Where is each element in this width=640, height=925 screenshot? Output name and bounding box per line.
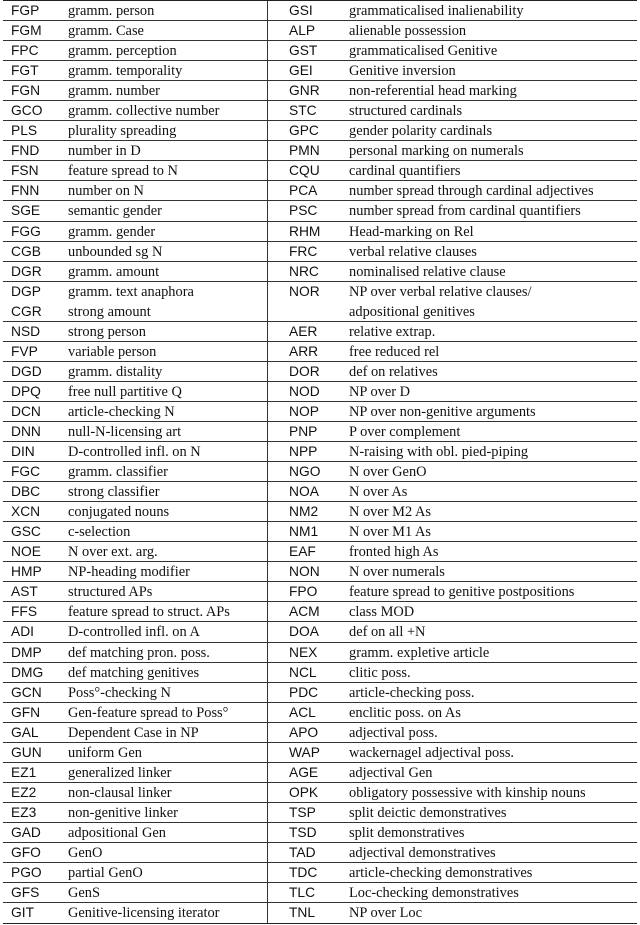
right-description: adpositional genitives	[349, 303, 475, 320]
left-description: null-N-licensing art	[68, 423, 182, 440]
left-abbrev: DBC	[11, 484, 41, 500]
left-description: article-checking N	[68, 403, 175, 420]
left-description: non-genitive linker	[68, 804, 178, 821]
right-abbrev: PSC	[267, 201, 327, 220]
left-description: strong person	[68, 323, 146, 340]
right-abbrev: ACM	[267, 602, 327, 621]
right-description: number spread from cardinal quantifiers	[349, 203, 581, 220]
right-abbrev: NM2	[267, 502, 327, 521]
right-abbrev: AGE	[267, 763, 327, 782]
table-row	[3, 703, 637, 723]
right-description: verbal relative clauses	[349, 243, 477, 260]
left-abbrev: GFN	[11, 704, 41, 720]
right-description: cardinal quantifiers	[349, 163, 461, 180]
right-abbrev: EAF	[267, 542, 327, 561]
right-abbrev: TSP	[267, 803, 327, 822]
table-row	[3, 723, 637, 743]
right-description: Loc-checking demonstratives	[349, 885, 519, 902]
table-row	[3, 903, 637, 923]
right-abbrev: NPP	[267, 442, 327, 461]
right-abbrev: TLC	[267, 883, 327, 902]
left-description: gramm. amount	[68, 263, 160, 280]
right-abbrev: OPK	[267, 783, 327, 802]
left-abbrev: GIT	[11, 905, 34, 921]
left-abbrev: NSD	[11, 323, 41, 339]
right-abbrev: DOA	[267, 622, 327, 641]
right-description: Genitive inversion	[349, 63, 456, 80]
right-abbrev: NON	[267, 562, 327, 581]
left-description: gramm. perception	[68, 43, 177, 60]
right-description: N over M2 As	[349, 504, 431, 521]
table-row	[3, 562, 637, 582]
table-row	[3, 21, 637, 41]
right-description: N-raising with obl. pied-piping	[349, 444, 529, 461]
right-description: fronted high As	[349, 544, 439, 561]
right-abbrev: GST	[267, 41, 327, 60]
right-description: nominalised relative clause	[349, 263, 506, 280]
right-description: split deictic demonstratives	[349, 804, 507, 821]
table-row	[3, 382, 637, 402]
table-row	[3, 1, 637, 21]
right-description: free reduced rel	[349, 343, 440, 360]
left-description: def matching genitives	[68, 664, 200, 681]
left-abbrev: FGP	[11, 3, 40, 18]
right-description: adjectival demonstratives	[349, 844, 496, 861]
left-abbrev: GFO	[11, 844, 41, 860]
right-description: N over GenO	[349, 464, 427, 481]
left-abbrev: PLS	[11, 123, 38, 139]
left-description: number in D	[68, 143, 141, 160]
right-description: N over As	[349, 484, 408, 501]
left-abbrev: DGP	[11, 283, 41, 299]
table-row	[3, 41, 637, 61]
left-description: generalized linker	[68, 764, 172, 781]
left-abbrev: HMP	[11, 564, 42, 580]
right-abbrev: AER	[267, 322, 327, 341]
table-row	[3, 121, 637, 141]
left-description: gramm. collective number	[68, 103, 220, 120]
left-abbrev: CGB	[11, 243, 41, 259]
left-description: D-controlled infl. on N	[68, 444, 201, 461]
left-description: Genitive-licensing iterator	[68, 905, 220, 922]
right-abbrev: NCL	[267, 663, 327, 682]
table-row	[3, 522, 637, 542]
left-description: gramm. person	[68, 3, 155, 19]
left-abbrev: AST	[11, 584, 38, 600]
left-description: gramm. gender	[68, 223, 156, 240]
table-row	[3, 803, 637, 823]
right-abbrev: TSD	[267, 823, 327, 842]
table-row	[3, 242, 637, 262]
right-description: relative extrap.	[349, 323, 436, 340]
left-description: adpositional Gen	[68, 824, 166, 841]
right-description: NP over verbal relative clauses/	[349, 283, 532, 300]
right-description: obligatory possessive with kinship nouns	[349, 784, 586, 801]
left-abbrev: GSC	[11, 524, 41, 540]
right-description: personal marking on numerals	[349, 143, 524, 160]
left-abbrev: FPC	[11, 43, 39, 59]
left-abbrev: GFS	[11, 885, 40, 901]
right-description: def on all +N	[349, 624, 426, 641]
table-row	[3, 502, 637, 522]
table-row	[3, 763, 637, 783]
right-abbrev: RHM	[267, 222, 327, 241]
left-abbrev: FNN	[11, 183, 40, 199]
right-description: grammaticalised inalienability	[349, 3, 524, 19]
right-abbrev: ACL	[267, 703, 327, 722]
table-row	[3, 482, 637, 502]
right-abbrev: DOR	[267, 362, 327, 381]
left-abbrev: GCO	[11, 103, 43, 119]
left-abbrev: DNN	[11, 423, 41, 439]
table-row	[3, 282, 637, 302]
left-abbrev: DCN	[11, 403, 41, 419]
table-row	[3, 462, 637, 482]
right-description: alienable possession	[349, 23, 467, 40]
right-description: NP over Loc	[349, 905, 422, 922]
left-abbrev: FGG	[11, 223, 41, 239]
table-row	[3, 883, 637, 903]
left-abbrev: EZ3	[11, 804, 37, 820]
right-abbrev: WAP	[267, 743, 327, 762]
left-description: gramm. temporality	[68, 63, 183, 80]
left-abbrev: FFS	[11, 604, 38, 620]
right-description: number spread through cardinal adjectives	[349, 183, 594, 200]
table-row	[3, 743, 637, 763]
right-abbrev: GSI	[267, 1, 327, 20]
right-description: class MOD	[349, 604, 415, 621]
right-abbrev: NOA	[267, 482, 327, 501]
left-description: c-selection	[68, 524, 131, 541]
right-description: adjectival poss.	[349, 724, 438, 741]
left-description: GenO	[68, 844, 103, 861]
left-description: Poss°-checking N	[68, 684, 171, 701]
right-description: structured cardinals	[349, 103, 463, 120]
left-description: structured APs	[68, 584, 153, 601]
right-abbrev: NM1	[267, 522, 327, 541]
table-row	[3, 863, 637, 883]
left-abbrev: DGR	[11, 263, 42, 279]
table-row	[3, 402, 637, 422]
table-row	[3, 262, 637, 282]
left-abbrev: DPQ	[11, 383, 41, 399]
left-description: plurality spreading	[68, 123, 177, 140]
left-abbrev: SGE	[11, 203, 41, 219]
left-description: D-controlled infl. on A	[68, 624, 200, 641]
left-description: strong classifier	[68, 484, 160, 501]
left-description: feature spread to N	[68, 163, 178, 180]
left-abbrev: GUN	[11, 744, 42, 760]
right-abbrev	[267, 302, 327, 321]
right-abbrev: PMN	[267, 141, 327, 160]
right-abbrev: TNL	[267, 903, 327, 923]
left-description: free null partitive Q	[68, 383, 182, 400]
left-description: number on N	[68, 183, 144, 200]
left-description: strong amount	[68, 303, 151, 320]
left-abbrev: FSN	[11, 163, 39, 179]
right-description: article-checking poss.	[349, 684, 475, 701]
left-description: gramm. number	[68, 83, 160, 100]
right-description: article-checking demonstratives	[349, 865, 533, 882]
right-description: NP over D	[349, 383, 411, 400]
table-row	[3, 582, 637, 602]
table-row	[3, 342, 637, 362]
left-description: unbounded sg N	[68, 243, 163, 260]
right-description: adjectival Gen	[349, 764, 433, 781]
right-abbrev: ALP	[267, 21, 327, 40]
right-description: enclitic poss. on As	[349, 704, 461, 721]
left-abbrev: XCN	[11, 504, 41, 520]
right-abbrev: ARR	[267, 342, 327, 361]
table-row	[3, 201, 637, 221]
left-abbrev: GAL	[11, 724, 39, 740]
table-row	[3, 542, 637, 562]
left-description: variable person	[68, 343, 157, 360]
left-abbrev: DMG	[11, 664, 44, 680]
table-row	[3, 161, 637, 181]
left-description: semantic gender	[68, 203, 162, 220]
right-abbrev: NRC	[267, 262, 327, 281]
table-row	[3, 362, 637, 382]
table-row	[3, 322, 637, 342]
left-abbrev: FGC	[11, 464, 41, 480]
left-description: gramm. text anaphora	[68, 283, 194, 300]
left-description: Dependent Case in NP	[68, 724, 199, 741]
table-row	[3, 61, 637, 81]
right-description: clitic poss.	[349, 664, 411, 681]
right-abbrev: NOR	[267, 282, 327, 302]
left-abbrev: CGR	[11, 303, 42, 319]
parameter-table	[3, 0, 637, 924]
left-description: Gen-feature spread to Poss°	[68, 704, 229, 721]
table-row	[3, 823, 637, 843]
table-row	[3, 222, 637, 242]
left-description: feature spread to struct. APs	[68, 604, 230, 621]
right-abbrev: STC	[267, 101, 327, 120]
left-description: gramm. distality	[68, 363, 163, 380]
left-abbrev: PGO	[11, 865, 42, 881]
table-row	[3, 622, 637, 642]
right-abbrev: NOP	[267, 402, 327, 421]
table-row	[3, 442, 637, 462]
right-abbrev: GEI	[267, 61, 327, 80]
right-description: Head-marking on Rel	[349, 223, 474, 240]
right-abbrev: CQU	[267, 161, 327, 180]
right-abbrev: PCA	[267, 181, 327, 200]
left-description: partial GenO	[68, 865, 143, 882]
left-abbrev: GCN	[11, 684, 42, 700]
left-description: NP-heading modifier	[68, 564, 190, 581]
table-row	[3, 101, 637, 121]
right-abbrev: TAD	[267, 843, 327, 862]
table-row	[3, 663, 637, 683]
right-description: gramm. expletive article	[349, 644, 490, 661]
right-abbrev: GNR	[267, 81, 327, 100]
table-row	[3, 783, 637, 803]
right-description: gender polarity cardinals	[349, 123, 493, 140]
left-description: uniform Gen	[68, 744, 142, 761]
right-description: feature spread to genitive postpositions	[349, 584, 575, 601]
left-description: conjugated nouns	[68, 504, 170, 521]
right-abbrev: NEX	[267, 643, 327, 662]
left-abbrev: ADI	[11, 624, 34, 640]
right-description: N over numerals	[349, 564, 445, 581]
right-description: non-referential head marking	[349, 83, 517, 100]
table-row	[3, 181, 637, 201]
right-description: split demonstratives	[349, 824, 465, 841]
left-abbrev: EZ2	[11, 784, 37, 800]
right-description: def on relatives	[349, 363, 438, 380]
left-abbrev: DGD	[11, 363, 42, 379]
left-abbrev: GAD	[11, 824, 41, 840]
left-description: N over ext. arg.	[68, 544, 158, 561]
left-abbrev: FND	[11, 143, 40, 159]
left-description: non-clausal linker	[68, 784, 172, 801]
table-row	[3, 602, 637, 622]
right-abbrev: TDC	[267, 863, 327, 882]
left-abbrev: FGM	[11, 23, 42, 39]
left-abbrev: FGN	[11, 83, 41, 99]
table-row	[3, 302, 637, 322]
table-row	[3, 843, 637, 863]
right-description: grammaticalised Genitive	[349, 43, 498, 60]
table-row	[3, 422, 637, 442]
table-row	[3, 141, 637, 161]
right-description: wackernagel adjectival poss.	[349, 744, 515, 761]
left-abbrev: NOE	[11, 544, 41, 560]
right-description: P over complement	[349, 423, 461, 440]
left-description: def matching pron. poss.	[68, 644, 210, 661]
left-description: GenS	[68, 885, 100, 902]
right-abbrev: PDC	[267, 683, 327, 702]
right-description: NP over non-genitive arguments	[349, 403, 536, 420]
left-description: gramm. classifier	[68, 464, 168, 481]
table-row	[3, 683, 637, 703]
table-row	[3, 81, 637, 101]
table-row	[3, 643, 637, 663]
left-abbrev: FVP	[11, 343, 38, 359]
left-abbrev: EZ1	[11, 764, 37, 780]
right-abbrev: FPO	[267, 582, 327, 601]
left-abbrev: FGT	[11, 63, 39, 79]
left-abbrev: DMP	[11, 644, 42, 660]
right-abbrev: FRC	[267, 242, 327, 261]
left-description: gramm. Case	[68, 23, 144, 40]
right-abbrev: NGO	[267, 462, 327, 481]
right-abbrev: NOD	[267, 382, 327, 401]
right-description: N over M1 As	[349, 524, 431, 541]
right-abbrev: APO	[267, 723, 327, 742]
right-abbrev: PNP	[267, 422, 327, 441]
right-abbrev: GPC	[267, 121, 327, 140]
left-abbrev: DIN	[11, 444, 35, 460]
